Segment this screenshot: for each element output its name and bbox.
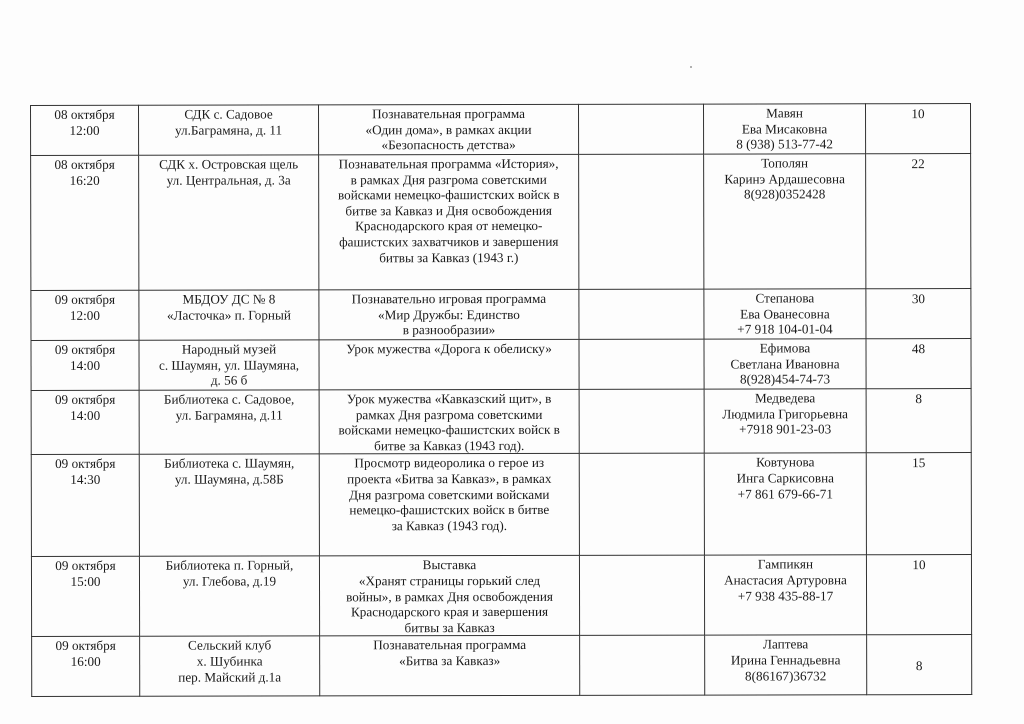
table-row [31,154,971,291]
event-date-cell: 09 октября 16:00 [32,637,140,697]
event-contact-cell: Гампикян Анастасия Артуровна +7 938 435-88-17 [704,555,866,635]
scan-speck [690,66,692,68]
event-contact-cell: Мавян Ева Мисаковна 8 (938) 513-77-42 [703,104,865,154]
event-date-cell: 09 октября 12:00 [31,290,139,340]
table-row [31,339,971,391]
event-date-cell: 08 октября 12:00 [31,105,139,155]
event-program-cell: Познавательная программа «История», в рамках Дня разгрома советскими войсками немецко-фашистских войск в битве за Кавказ и Дня освобождения Краснодарского края от немецко- фашистских захватчиков и завершения битвы за Кавказ (1943 г.) [319,154,579,290]
event-program-cell: Урок мужества «Дорога к обелиску» [319,339,579,390]
event-place-cell: Народный музей с. Шаумян, ул. Шаумяна, д. 56 б [139,340,319,390]
participant-count-cell: 48 [866,339,971,389]
event-program-cell: Познавательно игровая программа «Мир Дружбы: Единство в разнообразии» [319,289,579,340]
event-contact-cell: Степанова Ева Ованесовна +7 918 104-01-04 [704,289,866,339]
participant-count-cell: 30 [866,289,971,339]
event-contact-cell: Ковтунова Инга Саркисовна +7 861 679-66-71 [704,453,866,555]
event-program-cell: Познавательная программа «Один дома», в рамках акции «Безопасность детства» [319,104,579,155]
participant-count-cell: 10 [865,104,970,154]
event-date-cell: 08 октября 16:20 [31,155,139,290]
empty-cell [579,339,704,389]
event-date-cell: 09 октября 15:00 [31,557,139,637]
empty-cell [579,389,704,454]
event-place-cell: МБДОУ ДС № 8 «Ласточка» п. Горный [139,290,319,340]
event-place-cell: Библиотека с. Шаумян, ул. Шаумяна, д.58Б [139,454,319,556]
event-place-cell: СДК с. Садовое ул.Баграмяна, д. 11 [139,105,319,155]
empty-cell [578,104,703,154]
event-place-cell: Библиотека с. Садовое, ул. Баграмяна, д.11 [139,390,319,455]
event-contact-cell: Ефимова Светлана Ивановна 8(928)454-74-73 [704,339,866,389]
empty-cell [579,555,704,635]
table-row [31,389,971,455]
event-place-cell: Сельский клуб х. Шубинка пер. Майский д.1а [140,636,320,696]
event-place-cell: Библиотека п. Горный, ул. Глебова, д.19 [139,556,319,636]
participant-count-cell: 22 [866,154,971,289]
table-row [31,453,971,557]
event-program-cell: Просмотр видеоролика о герое из проекта «Битва за Кавказ», в рамках Дня разгрома советскими войсками немецко-фашистских войск в битве за Кавказ (1943 год). [319,454,579,557]
event-contact-cell: Лаптева Ирина Геннадьевна 8(86167)36732 [705,635,867,695]
table-row [32,635,972,697]
participant-count-cell: 10 [866,555,971,635]
empty-cell [580,635,705,695]
participant-count-cell: 15 [866,453,971,555]
table-row [31,555,971,637]
participant-count-cell: 8 [866,389,971,454]
table-row [31,104,971,156]
event-program-cell: Урок мужества «Кавказский щит», в рамках Дня разгрома советскими войсками немецко-фашистских войск в битве за Кавказ (1943 год). [319,389,579,454]
event-program-cell: Выставка «Хранят страницы горький след войны», в рамках Дня освобождения Краснодарского края и завершения битвы за Кавказ [319,556,579,637]
empty-cell [579,289,704,339]
event-date-cell: 09 октября 14:00 [31,390,139,455]
event-date-cell: 09 октября 14:00 [31,340,139,390]
table-row [31,289,971,341]
events-table [30,103,972,697]
participant-count-cell: 8 [867,635,972,695]
event-place-cell: СДК х. Островская щель ул. Центральная, д. 3а [139,155,319,290]
event-program-cell: Познавательная программа «Битва за Кавказ» [320,636,580,697]
event-contact-cell: Медведева Людмила Григорьевна +7918 901-23-03 [704,389,866,454]
empty-cell [579,453,704,555]
event-date-cell: 09 октября 14:30 [31,455,139,557]
event-contact-cell: Тополян Каринэ Ардашесовна 8(928)0352428 [704,154,866,289]
empty-cell [579,154,704,289]
